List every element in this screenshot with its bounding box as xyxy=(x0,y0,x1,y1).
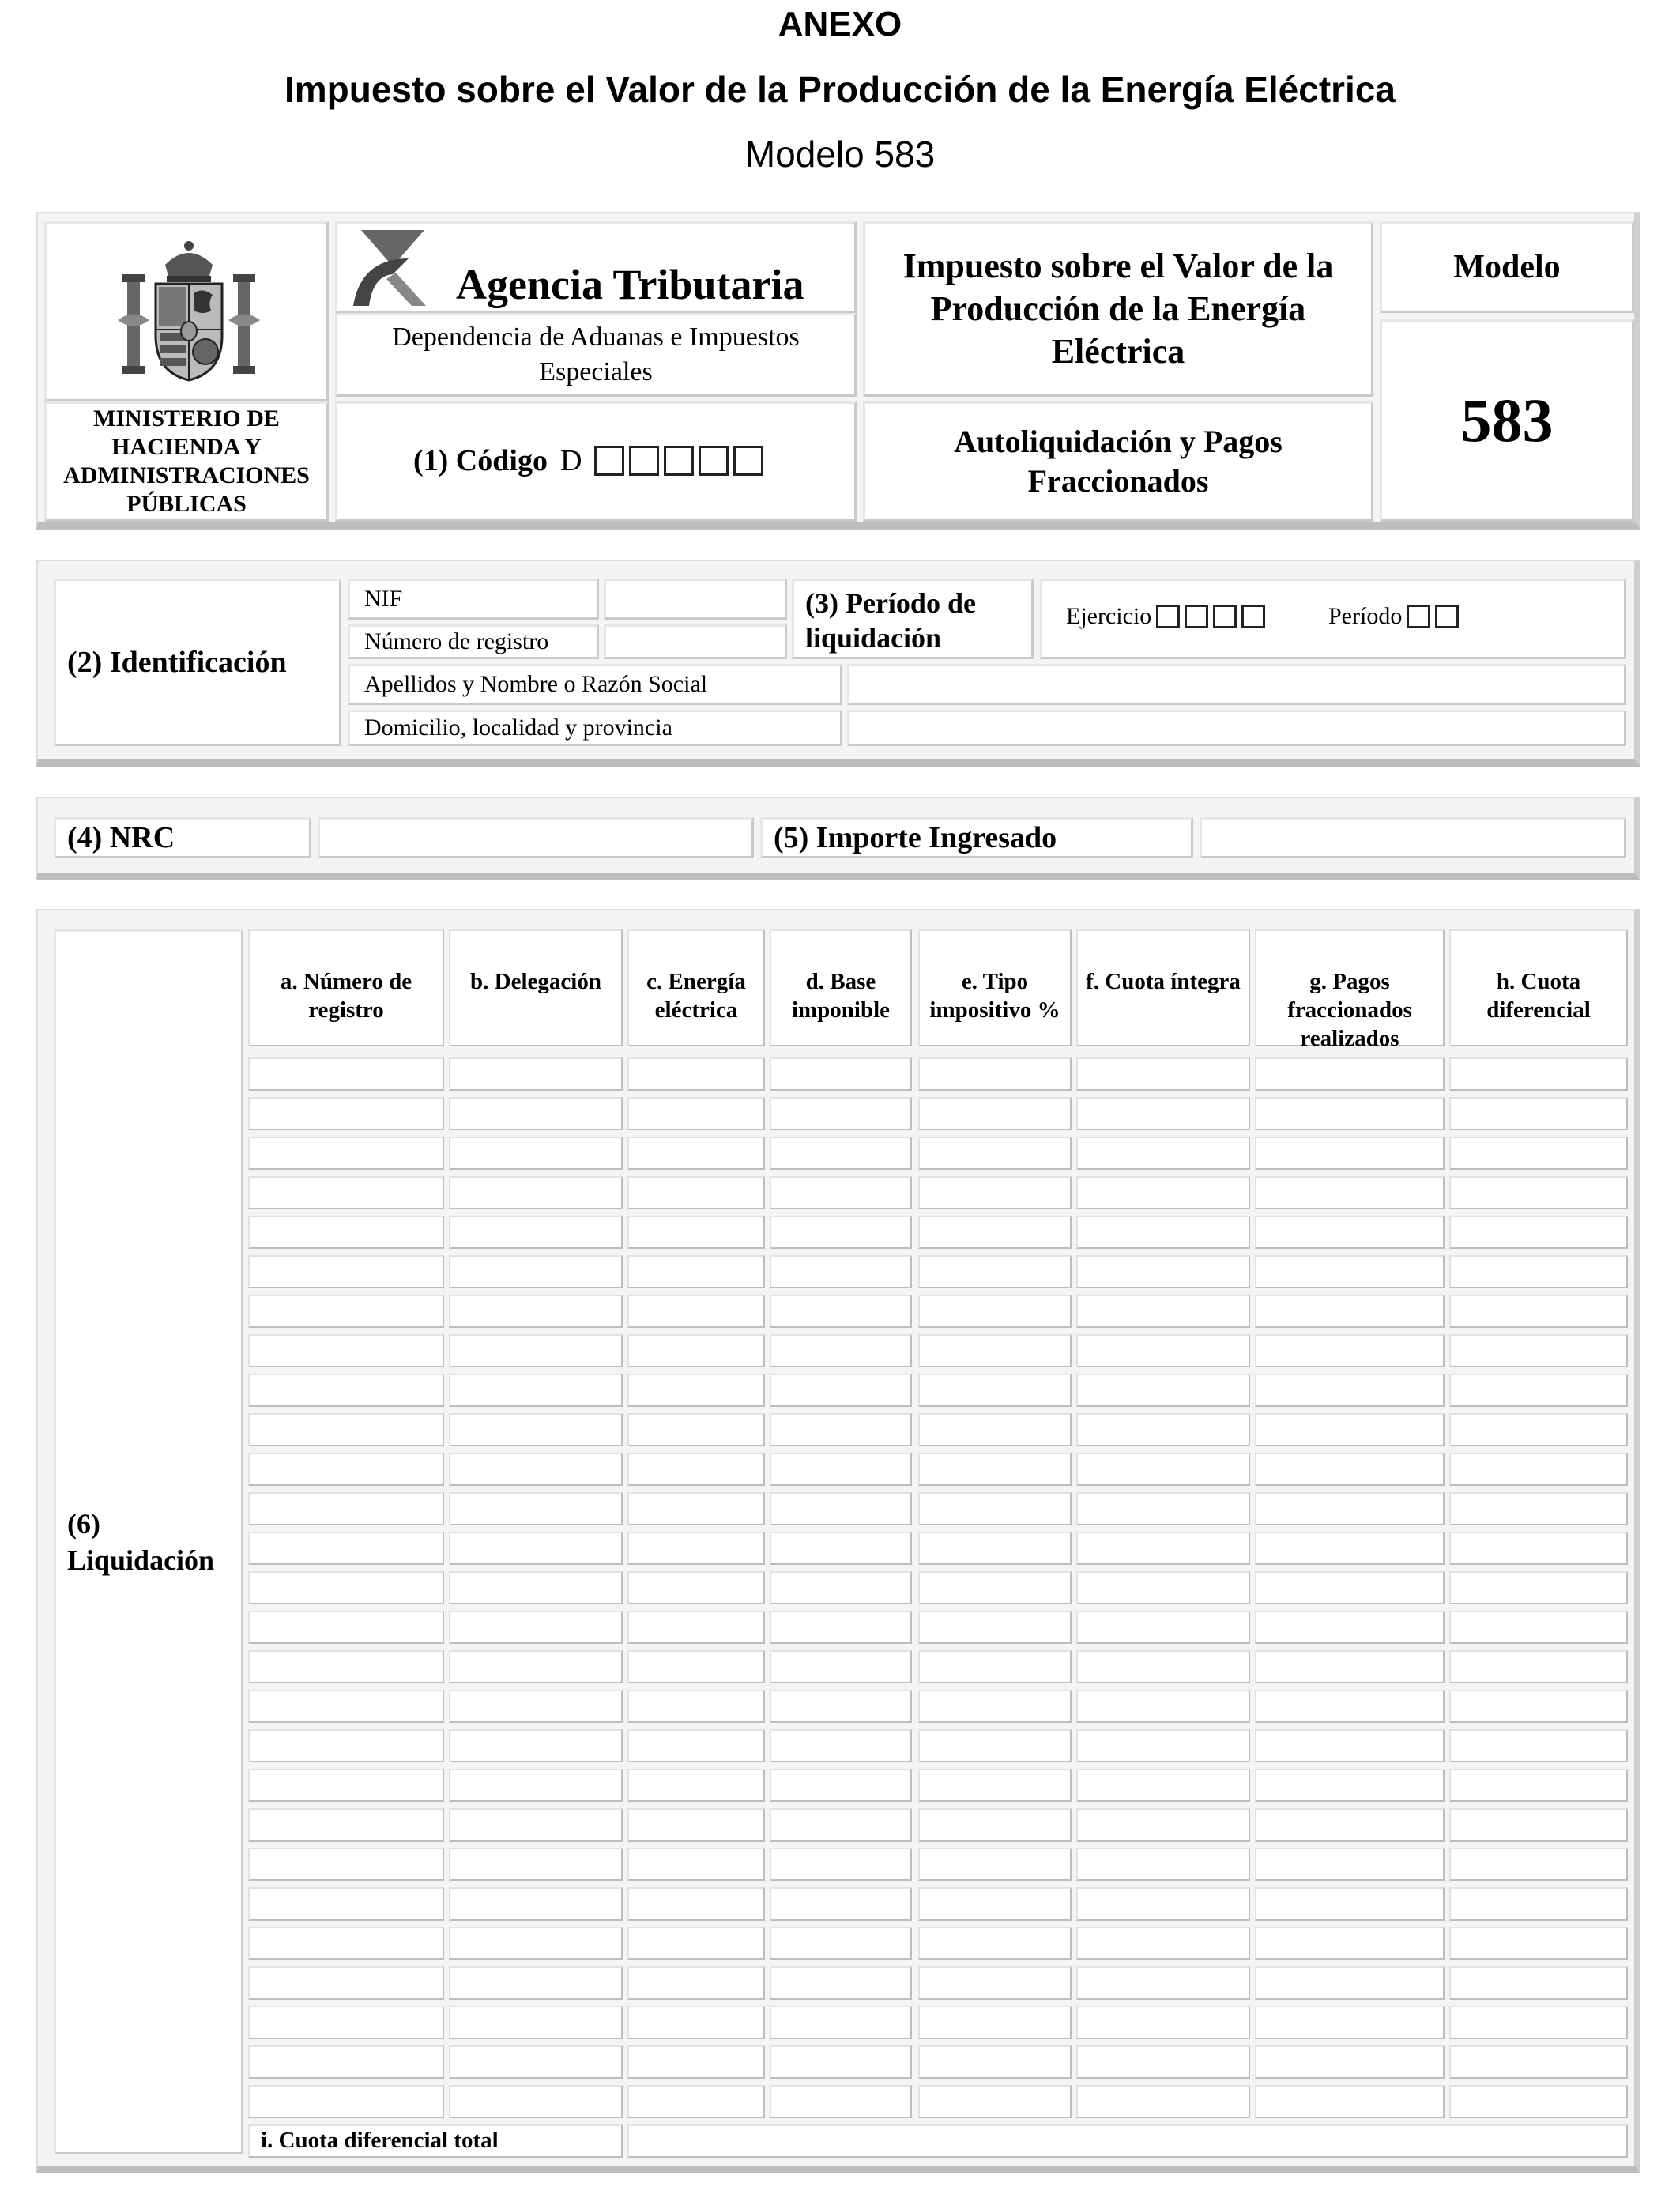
table-input-cell[interactable] xyxy=(449,1453,623,1486)
table-input-cell[interactable] xyxy=(627,2045,765,2079)
table-input-cell[interactable] xyxy=(1255,1611,1445,1644)
table-input-cell[interactable] xyxy=(627,1690,765,1723)
table-input-cell[interactable] xyxy=(770,1413,912,1446)
table-input-cell[interactable] xyxy=(449,1848,623,1881)
table-input-cell[interactable] xyxy=(1076,1216,1250,1249)
table-input-cell[interactable] xyxy=(918,1650,1072,1683)
table-input-cell[interactable] xyxy=(1449,1729,1628,1762)
table-input-cell[interactable] xyxy=(627,1571,765,1604)
table-input-cell[interactable] xyxy=(1255,2006,1445,2039)
domicilio-label-cell xyxy=(348,710,842,746)
table-input-cell[interactable] xyxy=(770,1453,912,1486)
table-input-cell[interactable] xyxy=(1449,2085,1628,2118)
liquidacion-section-cell xyxy=(54,929,243,2154)
table-input-cell[interactable] xyxy=(449,2006,623,2039)
nrc-label: (4) NRC xyxy=(67,821,175,854)
table-input-cell[interactable] xyxy=(1255,1848,1445,1881)
table-input-cell[interactable] xyxy=(770,1611,912,1644)
table-input-cell[interactable] xyxy=(248,1729,444,1762)
table-input-cell[interactable] xyxy=(248,2085,444,2118)
table-input-cell[interactable] xyxy=(449,1611,623,1644)
table-input-cell[interactable] xyxy=(1449,1532,1628,1565)
codigo-digit-box[interactable] xyxy=(594,446,624,476)
column-header: g. Pagos fraccionados realizados xyxy=(1255,929,1445,1046)
table-input-cell[interactable] xyxy=(449,2085,623,2118)
table-input-cell[interactable] xyxy=(627,1848,765,1881)
table-input-cell[interactable] xyxy=(1076,1611,1250,1644)
table-input-cell[interactable] xyxy=(1076,1176,1250,1209)
coat-of-arms-cell xyxy=(44,221,329,401)
table-input-cell[interactable] xyxy=(1255,1176,1445,1209)
table-input-cell[interactable] xyxy=(248,1808,444,1842)
table-input-cell[interactable] xyxy=(1076,1492,1250,1525)
table-input-cell[interactable] xyxy=(627,2006,765,2039)
table-input-cell[interactable] xyxy=(918,1966,1072,2000)
table-input-cell[interactable] xyxy=(1449,1966,1628,2000)
table-input-cell[interactable] xyxy=(1255,1295,1445,1328)
table-input-cell[interactable] xyxy=(1255,1769,1445,1802)
table-input-cell[interactable] xyxy=(449,1255,623,1288)
table-input-cell[interactable] xyxy=(1449,1927,1628,1960)
table-input-cell[interactable] xyxy=(918,1255,1072,1288)
periodo-section-label: (3) Período de liquidación xyxy=(805,587,976,654)
importe-input[interactable] xyxy=(1200,817,1626,858)
table-input-cell[interactable] xyxy=(449,1808,623,1842)
table-input-cell[interactable] xyxy=(1449,1611,1628,1644)
ejercicio-digit-box[interactable] xyxy=(1213,605,1237,628)
codigo-digit-box[interactable] xyxy=(733,446,763,476)
form-type-cell xyxy=(863,401,1373,522)
table-input-cell[interactable] xyxy=(449,1927,623,1960)
table-input-cell[interactable] xyxy=(1076,1295,1250,1328)
table-input-cell[interactable] xyxy=(918,1808,1072,1842)
table-input-cell[interactable] xyxy=(918,1097,1072,1130)
table-input-cell[interactable] xyxy=(1255,1532,1445,1565)
table-input-cell[interactable] xyxy=(1255,1887,1445,1921)
form-type: Autoliquidación y Pagos Fraccionados xyxy=(954,424,1283,499)
ejercicio-digit-box[interactable] xyxy=(1241,605,1265,628)
cuota-total-label: i. Cuota diferencial total xyxy=(248,2124,623,2158)
table-input-cell[interactable] xyxy=(1255,1453,1445,1486)
modelo-number-cell xyxy=(1380,319,1634,522)
registro-input[interactable] xyxy=(604,624,787,659)
table-input-cell[interactable] xyxy=(627,1137,765,1170)
table-input-cell[interactable] xyxy=(248,1216,444,1249)
table-input-cell[interactable] xyxy=(627,1650,765,1683)
table-input-cell[interactable] xyxy=(248,1966,444,2000)
modelo-subtitle: Modelo 583 xyxy=(744,134,936,175)
table-input-cell[interactable] xyxy=(248,1374,444,1407)
document-title: Impuesto sobre el Valor de la Producción de la Energía Eléctrica xyxy=(284,69,1396,110)
table-input-cell[interactable] xyxy=(627,1413,765,1446)
table-input-cell[interactable] xyxy=(627,1532,765,1565)
table-input-cell[interactable] xyxy=(248,1295,444,1328)
table-input-cell[interactable] xyxy=(918,1492,1072,1525)
table-input-cell[interactable] xyxy=(449,1966,623,2000)
table-input-cell[interactable] xyxy=(449,1492,623,1525)
column-header: c. Energía eléctrica xyxy=(627,929,765,1046)
table-input-cell[interactable] xyxy=(1076,1808,1250,1842)
nif-label-cell xyxy=(348,579,599,620)
nombre-input[interactable] xyxy=(847,664,1626,705)
periodo-digit-box[interactable] xyxy=(1407,605,1430,628)
table-input-cell[interactable] xyxy=(918,1769,1072,1802)
tax-name: Impuesto sobre el Valor de la Producción de la Energía Eléctrica xyxy=(902,247,1334,371)
table-input-cell[interactable] xyxy=(1076,1334,1250,1367)
table-input-cell[interactable] xyxy=(248,1176,444,1209)
codigo-prefix: D xyxy=(559,444,582,477)
table-input-cell[interactable] xyxy=(627,1808,765,1842)
ejercicio-input-boxes[interactable] xyxy=(1156,605,1265,628)
table-input-cell[interactable] xyxy=(770,1255,912,1288)
identificacion-section-label: (2) Identificación xyxy=(67,646,287,679)
table-input-cell[interactable] xyxy=(1076,1057,1250,1091)
table-input-cell[interactable] xyxy=(248,1571,444,1604)
table-input-cell[interactable] xyxy=(627,1492,765,1525)
table-input-cell[interactable] xyxy=(248,2045,444,2079)
table-input-cell[interactable] xyxy=(1255,1690,1445,1723)
identificacion-section-cell xyxy=(54,579,341,746)
table-input-cell[interactable] xyxy=(1255,1137,1445,1170)
table-input-cell[interactable] xyxy=(918,1611,1072,1644)
table-input-cell[interactable] xyxy=(918,1532,1072,1565)
table-input-cell[interactable] xyxy=(918,1729,1072,1762)
table-input-cell[interactable] xyxy=(627,1216,765,1249)
table-input-cell[interactable] xyxy=(627,1176,765,1209)
table-input-cell[interactable] xyxy=(1255,1492,1445,1525)
table-input-cell[interactable] xyxy=(627,1057,765,1091)
table-input-cell[interactable] xyxy=(1255,1097,1445,1130)
periodo-label: Período xyxy=(1328,603,1403,629)
table-input-cell[interactable] xyxy=(1449,1057,1628,1091)
liquidacion-section-label: (6) Liquidación xyxy=(67,1508,215,1576)
agency-dependency-cell xyxy=(335,313,857,397)
table-input-cell[interactable] xyxy=(1255,1057,1445,1091)
table-input-cell[interactable] xyxy=(918,2085,1072,2118)
table-input-cell[interactable] xyxy=(449,1097,623,1130)
agency-dependency: Dependencia de Aduanas e Impuestos Especiales xyxy=(392,322,800,386)
table-input-cell[interactable] xyxy=(248,1334,444,1367)
ejercicio-periodo-cell xyxy=(1040,579,1626,659)
table-input-cell[interactable] xyxy=(1076,1927,1250,1960)
table-input-cell[interactable] xyxy=(1076,1966,1250,2000)
table-input-cell[interactable] xyxy=(918,1334,1072,1367)
modelo-number: 583 xyxy=(1460,386,1554,454)
table-input-cell[interactable] xyxy=(449,1571,623,1604)
table-input-cell[interactable] xyxy=(627,1374,765,1407)
table-input-cell[interactable] xyxy=(770,1334,912,1367)
table-input-cell[interactable] xyxy=(1076,1571,1250,1604)
table-input-cell[interactable] xyxy=(770,1137,912,1170)
nrc-input[interactable] xyxy=(318,817,754,858)
spain-coat-of-arms-emblem xyxy=(110,233,268,391)
table-input-cell[interactable] xyxy=(1076,1769,1250,1802)
table-input-cell[interactable] xyxy=(1449,1374,1628,1407)
table-input-cell[interactable] xyxy=(449,1729,623,1762)
table-input-cell[interactable] xyxy=(918,1848,1072,1881)
table-input-cell[interactable] xyxy=(1255,1374,1445,1407)
table-input-cell[interactable] xyxy=(770,1532,912,1565)
codigo-input-boxes[interactable] xyxy=(594,446,763,476)
table-input-cell[interactable] xyxy=(918,1453,1072,1486)
ejercicio-label: Ejercicio xyxy=(1066,603,1152,629)
codigo-digit-box[interactable] xyxy=(629,446,659,476)
table-input-cell[interactable] xyxy=(449,1887,623,1921)
table-input-cell[interactable] xyxy=(918,1690,1072,1723)
table-input-cell[interactable] xyxy=(770,1690,912,1723)
table-input-cell[interactable] xyxy=(770,2045,912,2079)
table-input-cell[interactable] xyxy=(770,1650,912,1683)
table-input-cell[interactable] xyxy=(449,1650,623,1683)
table-input-cell[interactable] xyxy=(627,1255,765,1288)
table-input-cell[interactable] xyxy=(1255,1413,1445,1446)
table-input-cell[interactable] xyxy=(627,1966,765,2000)
table-input-cell[interactable] xyxy=(1449,1295,1628,1328)
table-input-cell[interactable] xyxy=(248,2006,444,2039)
table-input-cell[interactable] xyxy=(770,1295,912,1328)
column-header: b. Delegación xyxy=(449,929,623,1046)
table-input-cell[interactable] xyxy=(918,1176,1072,1209)
table-input-cell[interactable] xyxy=(918,1057,1072,1091)
table-input-cell[interactable] xyxy=(1449,1690,1628,1723)
table-input-cell[interactable] xyxy=(770,1374,912,1407)
table-input-cell[interactable] xyxy=(248,1611,444,1644)
table-input-cell[interactable] xyxy=(449,1334,623,1367)
table-input-cell[interactable] xyxy=(918,1137,1072,1170)
table-input-cell[interactable] xyxy=(770,2006,912,2039)
table-input-cell[interactable] xyxy=(1255,1966,1445,2000)
table-input-cell[interactable] xyxy=(1255,1216,1445,1249)
table-input-cell[interactable] xyxy=(1449,2045,1628,2079)
table-input-cell[interactable] xyxy=(1449,1808,1628,1842)
table-input-cell[interactable] xyxy=(1449,1492,1628,1525)
table-input-cell[interactable] xyxy=(1255,1927,1445,1960)
table-input-cell[interactable] xyxy=(248,1690,444,1723)
table-input-cell[interactable] xyxy=(918,1216,1072,1249)
table-input-cell[interactable] xyxy=(1076,1848,1250,1881)
table-input-cell[interactable] xyxy=(627,1769,765,1802)
table-input-cell[interactable] xyxy=(770,1927,912,1960)
table-input-cell[interactable] xyxy=(1076,1255,1250,1288)
ejercicio-digit-box[interactable] xyxy=(1185,605,1208,628)
column-header: a. Número de registro xyxy=(248,929,444,1046)
table-input-cell[interactable] xyxy=(1449,2006,1628,2039)
table-input-cell[interactable] xyxy=(770,1057,912,1091)
table-input-cell[interactable] xyxy=(1449,1650,1628,1683)
table-input-cell[interactable] xyxy=(248,1650,444,1683)
table-input-cell[interactable] xyxy=(1449,1137,1628,1170)
table-input-cell[interactable] xyxy=(449,1137,623,1170)
agency-logo-cell xyxy=(335,221,857,313)
table-input-cell[interactable] xyxy=(449,1769,623,1802)
codigo-digit-box[interactable] xyxy=(699,446,729,476)
table-input-cell[interactable] xyxy=(1076,1374,1250,1407)
ministry-cell xyxy=(44,401,329,522)
table-input-cell[interactable] xyxy=(1449,1453,1628,1486)
table-input-cell[interactable] xyxy=(1076,2006,1250,2039)
table-input-cell[interactable] xyxy=(1255,1334,1445,1367)
table-input-cell[interactable] xyxy=(1449,1255,1628,1288)
table-input-cell[interactable] xyxy=(770,1769,912,1802)
table-input-cell[interactable] xyxy=(449,1532,623,1565)
table-input-cell[interactable] xyxy=(918,1413,1072,1446)
table-input-cell[interactable] xyxy=(1449,1097,1628,1130)
table-input-cell[interactable] xyxy=(770,1176,912,1209)
table-input-cell[interactable] xyxy=(449,1216,623,1249)
table-input-cell[interactable] xyxy=(248,1137,444,1170)
table-input-cell[interactable] xyxy=(770,1848,912,1881)
table-input-cell[interactable] xyxy=(449,1413,623,1446)
table-input-cell[interactable] xyxy=(1076,1690,1250,1723)
nombre-label-cell xyxy=(348,664,842,705)
registro-label-cell xyxy=(348,624,599,659)
table-input-cell[interactable] xyxy=(770,1216,912,1249)
table-input-cell[interactable] xyxy=(1076,1532,1250,1565)
codigo-digit-box[interactable] xyxy=(664,446,694,476)
table-input-cell[interactable] xyxy=(248,1927,444,1960)
nombre-label: Apellidos y Nombre o Razón Social xyxy=(364,671,708,697)
ejercicio-digit-box[interactable] xyxy=(1156,605,1180,628)
table-input-cell[interactable] xyxy=(1255,1255,1445,1288)
importe-label-cell xyxy=(760,817,1193,858)
table-input-cell[interactable] xyxy=(1255,1650,1445,1683)
table-input-cell[interactable] xyxy=(1449,1334,1628,1367)
table-input-cell[interactable] xyxy=(918,2006,1072,2039)
table-input-cell[interactable] xyxy=(770,1887,912,1921)
table-input-cell[interactable] xyxy=(770,1097,912,1130)
table-input-cell[interactable] xyxy=(1449,1887,1628,1921)
annex-heading: ANEXO xyxy=(778,5,902,43)
table-input-cell[interactable] xyxy=(1076,2085,1250,2118)
ministry-name: MINISTERIO DE HACIENDA Y ADMINISTRACIONES PÚBLICAS xyxy=(63,405,310,517)
column-header: h. Cuota diferencial xyxy=(1449,929,1628,1046)
table-input-cell[interactable] xyxy=(1076,1097,1250,1130)
table-input-cell[interactable] xyxy=(1076,1453,1250,1486)
table-input-cell[interactable] xyxy=(248,1887,444,1921)
table-input-cell[interactable] xyxy=(770,1808,912,1842)
table-input-cell[interactable] xyxy=(1076,2045,1250,2079)
table-input-cell[interactable] xyxy=(1076,1137,1250,1170)
table-input-cell[interactable] xyxy=(627,1097,765,1130)
table-input-cell[interactable] xyxy=(627,1295,765,1328)
table-input-cell[interactable] xyxy=(248,1848,444,1881)
periodo-input-boxes[interactable] xyxy=(1407,605,1459,628)
table-input-cell[interactable] xyxy=(1255,1571,1445,1604)
domicilio-label: Domicilio, localidad y provincia xyxy=(364,714,672,741)
table-input-cell[interactable] xyxy=(248,1057,444,1091)
table-input-cell[interactable] xyxy=(248,1453,444,1486)
table-input-cell[interactable] xyxy=(918,1374,1072,1407)
table-input-cell[interactable] xyxy=(918,2045,1072,2079)
table-input-cell[interactable] xyxy=(248,1532,444,1565)
table-input-cell[interactable] xyxy=(449,1690,623,1723)
periodo-section-cell xyxy=(792,579,1034,659)
table-input-cell[interactable] xyxy=(1449,1413,1628,1446)
cuota-total-input[interactable] xyxy=(627,2124,1628,2158)
table-input-cell[interactable] xyxy=(1076,1729,1250,1762)
table-input-cell[interactable] xyxy=(1449,1848,1628,1881)
table-input-cell[interactable] xyxy=(1076,1413,1250,1446)
table-input-cell[interactable] xyxy=(918,1571,1072,1604)
nrc-label-cell xyxy=(54,817,311,858)
nif-input[interactable] xyxy=(604,579,787,620)
table-input-cell[interactable] xyxy=(1449,1216,1628,1249)
table-input-cell[interactable] xyxy=(1076,1650,1250,1683)
table-input-cell[interactable] xyxy=(918,1927,1072,1960)
domicilio-input[interactable] xyxy=(847,710,1626,746)
table-input-cell[interactable] xyxy=(1449,1176,1628,1209)
nif-label: NIF xyxy=(364,586,403,612)
table-input-cell[interactable] xyxy=(627,1334,765,1367)
table-input-cell[interactable] xyxy=(449,1176,623,1209)
agencia-tributaria-logo-icon xyxy=(345,227,432,309)
table-input-cell[interactable] xyxy=(918,1887,1072,1921)
table-input-cell[interactable] xyxy=(918,1295,1072,1328)
table-input-cell[interactable] xyxy=(770,1966,912,2000)
table-input-cell[interactable] xyxy=(1255,1729,1445,1762)
codigo-cell xyxy=(335,401,857,522)
table-input-cell[interactable] xyxy=(627,1887,765,1921)
table-input-cell[interactable] xyxy=(627,1927,765,1960)
table-input-cell[interactable] xyxy=(449,1057,623,1091)
table-input-cell[interactable] xyxy=(627,1729,765,1762)
table-input-cell[interactable] xyxy=(248,1769,444,1802)
table-input-cell[interactable] xyxy=(248,1413,444,1446)
table-input-cell[interactable] xyxy=(449,2045,623,2079)
table-input-cell[interactable] xyxy=(770,2085,912,2118)
periodo-digit-box[interactable] xyxy=(1435,605,1459,628)
modelo-label-cell xyxy=(1380,221,1634,313)
table-input-cell[interactable] xyxy=(1449,1769,1628,1802)
table-input-cell[interactable] xyxy=(1255,1808,1445,1842)
table-input-cell[interactable] xyxy=(627,1453,765,1486)
table-input-cell[interactable] xyxy=(770,1571,912,1604)
importe-label: (5) Importe Ingresado xyxy=(774,821,1057,854)
table-input-cell[interactable] xyxy=(248,1492,444,1525)
table-input-cell[interactable] xyxy=(449,1295,623,1328)
table-input-cell[interactable] xyxy=(1255,2045,1445,2079)
table-input-cell[interactable] xyxy=(449,1374,623,1407)
column-header: f. Cuota íntegra xyxy=(1076,929,1250,1046)
table-input-cell[interactable] xyxy=(627,2085,765,2118)
tax-name-cell xyxy=(863,221,1373,397)
table-input-cell[interactable] xyxy=(248,1097,444,1130)
agency-name: Agencia Tributaria xyxy=(456,261,804,308)
table-input-cell[interactable] xyxy=(627,1611,765,1644)
column-header: d. Base imponible xyxy=(770,929,912,1046)
table-input-cell[interactable] xyxy=(1076,1887,1250,1921)
table-input-cell[interactable] xyxy=(1449,1571,1628,1604)
registro-label: Número de registro xyxy=(364,628,549,654)
modelo-label: Modelo xyxy=(1453,249,1561,285)
column-header: e. Tipo impositivo % xyxy=(918,929,1072,1046)
table-input-cell[interactable] xyxy=(1255,2085,1445,2118)
table-input-cell[interactable] xyxy=(770,1729,912,1762)
table-input-cell[interactable] xyxy=(770,1492,912,1525)
codigo-label: (1) Código xyxy=(413,444,548,477)
table-input-cell[interactable] xyxy=(248,1255,444,1288)
